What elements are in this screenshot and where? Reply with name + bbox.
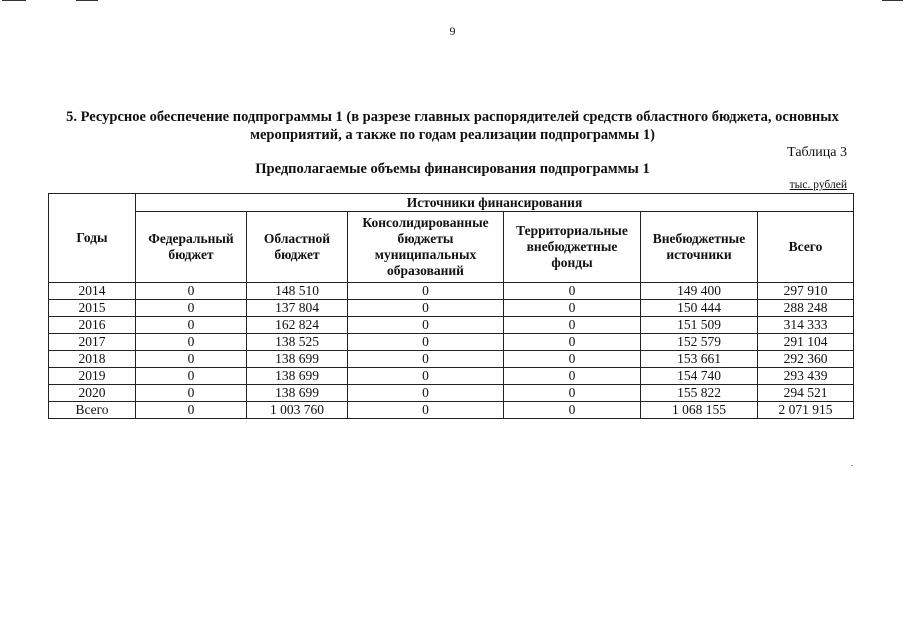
cell-year: 2016: [49, 317, 136, 334]
cell-total: 292 360: [758, 351, 854, 368]
table-row: [49, 368, 854, 385]
crop-mark-left: [2, 0, 26, 1]
table-row: [49, 317, 854, 334]
table-row: [49, 385, 854, 402]
cell-territorial: 0: [504, 300, 641, 317]
cell-regional: 138 699: [247, 351, 348, 368]
crop-mark-center: [76, 0, 98, 1]
cell-regional: 162 824: [247, 317, 348, 334]
cell-municipal: 0: [348, 402, 504, 419]
header-municipal-budgets: Консолидированные бюджеты муниципальных образований: [348, 212, 504, 283]
cell-year: Всего: [49, 402, 136, 419]
cell-territorial: 0: [504, 368, 641, 385]
cell-total: 293 439: [758, 368, 854, 385]
cell-extrabudgetary: 1 068 155: [641, 402, 758, 419]
cell-federal: 0: [136, 283, 247, 300]
cell-extrabudgetary: 155 822: [641, 385, 758, 402]
cell-year: 2019: [49, 368, 136, 385]
cell-territorial: 0: [504, 317, 641, 334]
cell-federal: 0: [136, 351, 247, 368]
table-row: [49, 283, 854, 300]
cell-total: 314 333: [758, 317, 854, 334]
cell-territorial: 0: [504, 402, 641, 419]
cell-regional: 1 003 760: [247, 402, 348, 419]
header-extrabudgetary-sources: Внебюджетные источники: [641, 212, 758, 283]
cell-extrabudgetary: 154 740: [641, 368, 758, 385]
cell-extrabudgetary: 149 400: [641, 283, 758, 300]
cell-municipal: 0: [348, 300, 504, 317]
cell-year: 2018: [49, 351, 136, 368]
header-sources: Источники финансирования: [136, 194, 854, 212]
cell-total: 288 248: [758, 300, 854, 317]
cell-municipal: 0: [348, 334, 504, 351]
header-regional-budget: Областной бюджет: [247, 212, 348, 283]
cell-federal: 0: [136, 402, 247, 419]
cell-year: 2020: [49, 385, 136, 402]
cell-total: 2 071 915: [758, 402, 854, 419]
header-years: Годы: [49, 194, 136, 283]
cell-municipal: 0: [348, 385, 504, 402]
scan-speck: [851, 465, 853, 466]
header-total: Всего: [758, 212, 854, 283]
financing-table: [48, 193, 854, 419]
cell-federal: 0: [136, 300, 247, 317]
cell-federal: 0: [136, 317, 247, 334]
cell-extrabudgetary: 150 444: [641, 300, 758, 317]
units-label: тыс. рублей: [789, 179, 847, 191]
cell-total: 297 910: [758, 283, 854, 300]
header-territorial-funds: Территориальные внебюджетные фонды: [504, 212, 641, 283]
cell-extrabudgetary: 151 509: [641, 317, 758, 334]
cell-total: 291 104: [758, 334, 854, 351]
cell-municipal: 0: [348, 283, 504, 300]
cell-federal: 0: [136, 334, 247, 351]
cell-territorial: 0: [504, 385, 641, 402]
crop-mark-right: [882, 0, 903, 1]
page-number: 9: [449, 24, 456, 38]
cell-municipal: 0: [348, 351, 504, 368]
table-row: [49, 334, 854, 351]
table-row: [49, 300, 854, 317]
cell-extrabudgetary: 152 579: [641, 334, 758, 351]
cell-municipal: 0: [348, 317, 504, 334]
cell-federal: 0: [136, 368, 247, 385]
cell-extrabudgetary: 153 661: [641, 351, 758, 368]
cell-total: 294 521: [758, 385, 854, 402]
cell-municipal: 0: [348, 368, 504, 385]
cell-regional: 138 699: [247, 368, 348, 385]
cell-territorial: 0: [504, 351, 641, 368]
cell-territorial: 0: [504, 283, 641, 300]
table-title: Предполагаемые объемы финансирования подпрограммы 1: [255, 161, 650, 177]
cell-regional: 138 699: [247, 385, 348, 402]
table-caption: Таблица 3: [787, 145, 847, 160]
cell-regional: 138 525: [247, 334, 348, 351]
header-federal-budget: Федеральный бюджет: [136, 212, 247, 283]
cell-regional: 137 804: [247, 300, 348, 317]
cell-year: 2014: [49, 283, 136, 300]
table-row-total: [49, 402, 854, 419]
cell-regional: 148 510: [247, 283, 348, 300]
cell-year: 2015: [49, 300, 136, 317]
section-heading: 5. Ресурсное обеспечение подпрограммы 1 (в разрезе главных распорядителей средств областного бюджета, основных мероприятий, а также по годам реализации подпрограммы 1): [66, 109, 839, 143]
table-row: [49, 351, 854, 368]
cell-territorial: 0: [504, 334, 641, 351]
cell-federal: 0: [136, 385, 247, 402]
cell-year: 2017: [49, 334, 136, 351]
